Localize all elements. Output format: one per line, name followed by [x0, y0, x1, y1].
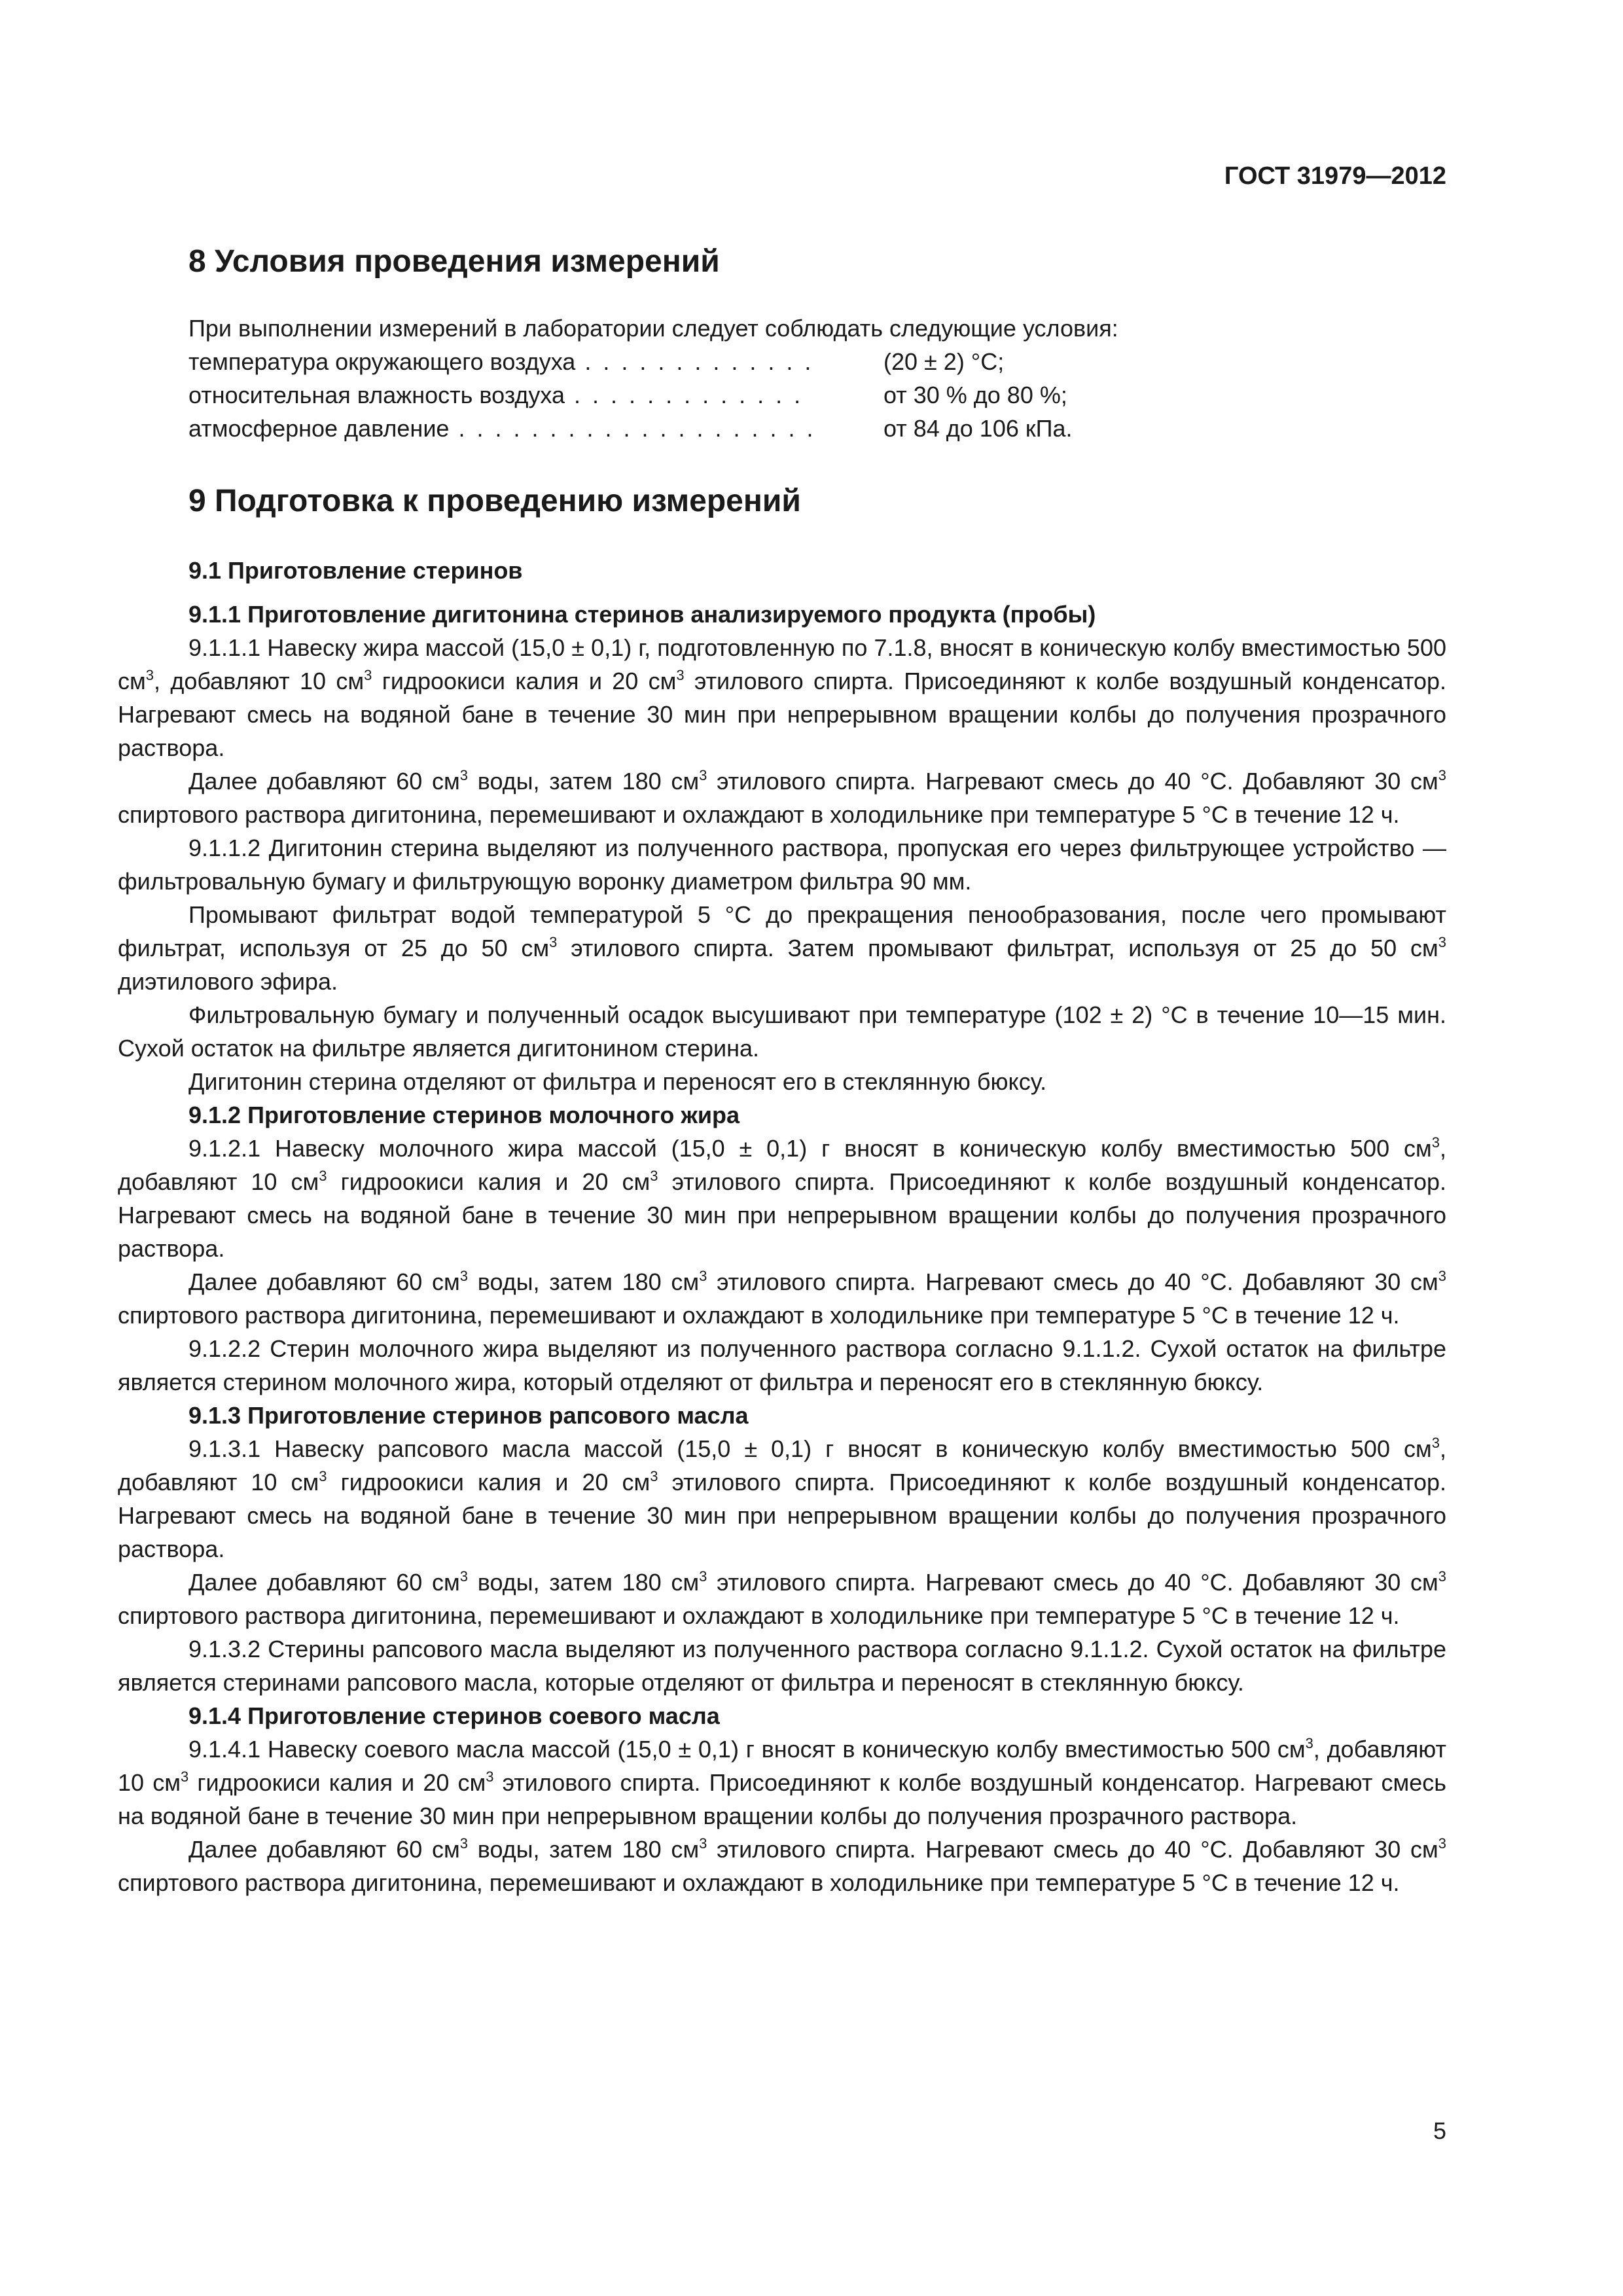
section-8-title: 8 Условия проведения измерений — [188, 244, 720, 279]
leader-dots: . . . . . . . . . . . . . — [575, 348, 814, 375]
paragraph-9-1-2-1: 9.1.2.1 Навеску молочного жира массой (15,0 ± 0,1) г вносят в коническую колбу вместимостью 500 $см^3$, добавляют 10 $см^3$ гидроокиси калия и 20 $см^3$ этилового спирта. Присоединяют к колбе воздушный конденсатор. Нагревают смесь на водяной бане в течение 30 мин при непрерывном вращении колбы до получения прозрачного раствора. — [118, 1134, 1446, 1262]
paragraph-9-1-3-2: 9.1.3.2 Стерины рапсового масла выделяют из полученного раствора согласно 9.1.1.2. Сухой остаток на фильтре является стеринами рапсового масла, которые отделяют от фильтра и переносят в стеклянную бюксу. — [118, 1636, 1446, 1696]
subsection-9-1-3-title: 9.1.3 Приготовление стеринов рапсового масла — [188, 1402, 749, 1429]
condition-row — [188, 378, 1446, 412]
condition-label: температура окружающего воздуха — [188, 348, 576, 375]
paragraph-further-4: Далее добавляют 60 $см^3$ воды, затем 180 $см^3$ этилового спирта. Нагревают смесь до 40 °С. Добавляют 30 $см^3$ спиртового раствора дигитонина, перемешивают и охлаждают в холодильнике при температуре 5 °С в течение 12 ч. — [118, 1835, 1447, 1896]
condition-value: (20 ± 2) °С; — [883, 348, 1005, 375]
subsection-9-1-4-title: 9.1.4 Приготовление стеринов соевого масла — [188, 1702, 720, 1729]
subsection-9-1-title: 9.1 Приготовление стеринов — [188, 557, 523, 584]
condition-value: от 30 % до 80 %; — [883, 382, 1067, 408]
paragraph-wash: Промывают фильтрат водой температурой 5 °С до прекращения пенообразования, после чего промывают фильтрат, используя от 25 до 50 $см^3$ этилового спирта. Затем промывают фильтрат, используя от 25 до 50 $см^3$ диэтилового эфира. — [118, 901, 1446, 995]
document-number-header: ГОСТ 31979—2012 — [1224, 162, 1446, 190]
subsection-9-1-1-title: 9.1.1 Приготовление дигитонина стеринов анализируемого продукта (пробы) — [188, 601, 1096, 628]
paragraph-9-1-1-1: 9.1.1.1 Навеску жира массой (15,0 ± 0,1) г, подготовленную по 7.1.8, вносят в коническую колбу вместимостью 500 $см^3$, добавляют 10 $см^3$ гидроокиси калия и 20 $см^3$ этилового спирта. Присоединяют к колбе воздушный конденсатор. Нагревают смесь на водяной бане в течение 30 мин при непрерывном вращении колбы до получения прозрачного раствора. — [118, 634, 1446, 761]
paragraph-9-1-4-1: 9.1.4.1 Навеску соевого масла массой (15,0 ± 0,1) г вносят в коническую колбу вместимостью 500 $см^3$, добавляют 10 $см^3$ гидроокиси калия и 20 $см^3$ этилового спирта. Присоединяют к колбе воздушный конденсатор. Нагревают смесь на водяной бане в течение 30 мин при непрерывном вращении колбы до получения прозрачного раствора. — [118, 1735, 1447, 1829]
condition-value: от 84 до 106 кПа. — [883, 415, 1073, 442]
condition-label: атмосферное давление — [188, 415, 450, 442]
conditions-intro: При выполнении измерений в лаборатории следует соблюдать следующие условия: — [188, 315, 1118, 342]
condition-row — [188, 345, 1446, 378]
paragraph-9-1-3-1: 9.1.3.1 Навеску рапсового масла массой (15,0 ± 0,1) г вносят в коническую колбу вместимостью 500 $см^3$, добавляют 10 $см^3$ гидроокиси калия и 20 $см^3$ этилового спирта. Присоединяют к колбе воздушный конденсатор. Нагревают смесь на водяной бане в течение 30 мин при непрерывном вращении колбы до получения прозрачного раствора. — [118, 1435, 1446, 1562]
section-9-title: 9 Подготовка к проведению измерений — [188, 484, 801, 518]
condition-row — [188, 412, 1446, 445]
conditions-block — [118, 312, 1446, 445]
leader-dots: . . . . . . . . . . . . . — [565, 382, 804, 408]
paragraph-further-1: Далее добавляют 60 $см^3$ воды, затем 180 $см^3$ этилового спирта. Нагревают смесь до 40 °С. Добавляют 30 $см^3$ спиртового раствора дигитонина, перемешивают и охлаждают в холодильнике при температуре 5 °С в течение 12 ч. — [118, 767, 1447, 828]
condition-label: относительная влажность воздуха — [188, 382, 565, 408]
subsection-9-1-2-title: 9.1.2 Приготовление стеринов молочного жира — [188, 1102, 740, 1128]
page-number: 5 — [1433, 2117, 1446, 2144]
paragraph-9-1-1-2: 9.1.1.2 Дигитонин стерина выделяют из полученного раствора, пропуская его через фильтрующее устройство — фильтровальную бумагу и фильтрующую воронку диаметром фильтра 90 мм. — [118, 834, 1446, 895]
leader-dots: . . . . . . . . . . . . . . . . . . . . — [449, 415, 816, 442]
paragraph-further-2: Далее добавляют 60 $см^3$ воды, затем 180 $см^3$ этилового спирта. Нагревают смесь до 40 °С. Добавляют 30 $см^3$ спиртового раствора дигитонина, перемешивают и охлаждают в холодильнике при температуре 5 °С в течение 12 ч. — [118, 1268, 1447, 1329]
paragraph-9-1-2-2: 9.1.2.2 Стерин молочного жира выделяют из полученного раствора согласно 9.1.1.2. Сухой остаток на фильтре является стерином молочного жира, который отделяют от фильтра и переносят его в стеклянную бюксу. — [118, 1335, 1446, 1395]
paragraph-further-3: Далее добавляют 60 $см^3$ воды, затем 180 $см^3$ этилового спирта. Нагревают смесь до 40 °С. Добавляют 30 $см^3$ спиртового раствора дигитонина, перемешивают и охлаждают в холодильнике при температуре 5 °С в течение 12 ч. — [118, 1568, 1447, 1629]
paragraph-dry: Фильтровальную бумагу и полученный осадок высушивают при температуре (102 ± 2) °С в течение 10—15 мин. Сухой остаток на фильтре является дигитонином стерина. — [118, 1001, 1446, 1062]
page-body — [118, 228, 1446, 1899]
paragraph-separate: Дигитонин стерина отделяют от фильтра и переносят его в стеклянную бюксу. — [188, 1068, 1047, 1095]
